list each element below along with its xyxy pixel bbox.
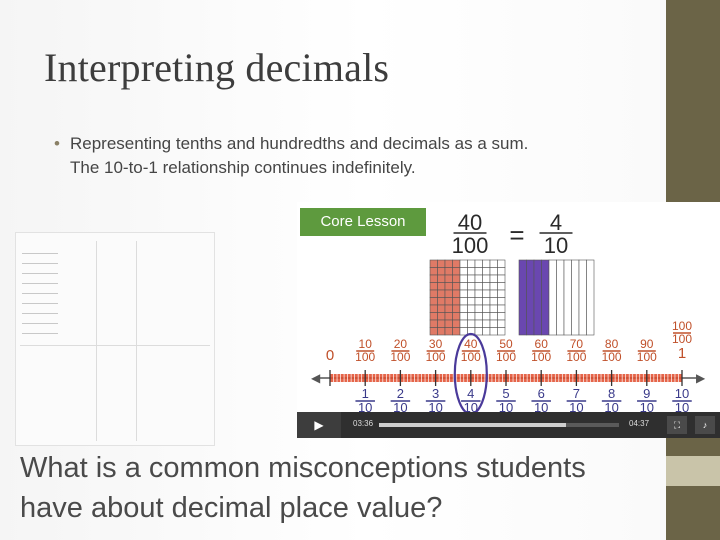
- tenth-strip: [587, 260, 595, 335]
- top-label-100-over-100-numerator: 100: [671, 319, 693, 333]
- end-label-one: 1: [677, 345, 687, 362]
- bottom-label-7-over-10-numerator: 7: [572, 386, 581, 401]
- hundredth-cell: [430, 328, 438, 336]
- bullet-list: [54, 132, 654, 180]
- bottom-label-8-over-10-denominator: 10: [604, 400, 619, 412]
- top-label-30-over-100-numerator: 30: [428, 337, 443, 351]
- hundredth-cell: [453, 305, 461, 313]
- hundredth-cell: [490, 313, 498, 321]
- tenth-strip: [564, 260, 572, 335]
- number-line-left-arrow: ◀: [311, 371, 321, 385]
- hundredth-cell: [475, 320, 483, 328]
- hundredth-cell: [475, 305, 483, 313]
- core-lesson-badge: Core Lesson: [300, 208, 426, 236]
- video-player[interactable]: [297, 202, 720, 438]
- equation-left-numerator: 40: [457, 210, 483, 235]
- hundredth-cell: [490, 260, 498, 268]
- worksheet-thumbnail: [15, 232, 215, 446]
- hundredth-cell: [483, 305, 491, 313]
- hundredth-cell: [430, 298, 438, 306]
- video-frame: [297, 202, 720, 412]
- bottom-label-1-over-10-denominator: 10: [357, 400, 373, 412]
- tenth-strip: [534, 260, 542, 335]
- hundredth-cell: [453, 290, 461, 298]
- bottom-label-3-over-10-numerator: 3: [431, 386, 440, 401]
- volume-icon[interactable]: ♪: [695, 416, 715, 434]
- hundredth-cell: [475, 313, 483, 321]
- bottom-label-7-over-10-denominator: 10: [569, 400, 584, 412]
- hundredth-cell: [490, 275, 498, 283]
- hundredth-cell: [453, 283, 461, 291]
- hundredth-cell: [438, 328, 446, 336]
- hundredth-cell: [475, 283, 483, 291]
- hundredth-cell: [453, 328, 461, 336]
- hundredth-cell: [490, 305, 498, 313]
- hundredth-cell: [430, 313, 438, 321]
- hundredth-cell: [475, 298, 483, 306]
- hundredth-cell: [498, 328, 506, 336]
- question-line-2: have about decimal place value?: [20, 492, 443, 524]
- hundredth-cell: [483, 260, 491, 268]
- top-label-10-over-100-numerator: 10: [358, 337, 372, 351]
- hundredth-cell: [453, 313, 461, 321]
- hundredth-cell: [490, 328, 498, 336]
- hundredth-cell: [460, 275, 468, 283]
- hundredth-cell: [430, 320, 438, 328]
- bottom-label-9-over-10-numerator: 9: [643, 386, 651, 401]
- hundredth-cell: [483, 275, 491, 283]
- video-controls: [297, 412, 720, 438]
- hundredth-cell: [498, 260, 506, 268]
- top-label-80-over-100-numerator: 80: [604, 337, 619, 351]
- hundredth-cell: [445, 260, 453, 268]
- top-label-40-over-100-numerator: 40: [464, 337, 478, 351]
- progress-bar[interactable]: [379, 423, 619, 427]
- tenth-strip: [557, 260, 565, 335]
- hundredth-cell: [430, 260, 438, 268]
- number-line-right-arrow: ▶: [696, 371, 706, 385]
- hundredth-cell: [498, 320, 506, 328]
- hundredth-cell: [460, 283, 468, 291]
- hundredth-cell: [460, 298, 468, 306]
- hundredth-cell: [430, 283, 438, 291]
- equation-left-denominator: 100: [451, 233, 489, 258]
- bottom-label-6-over-10-numerator: 6: [537, 386, 545, 401]
- hundredth-cell: [445, 268, 453, 276]
- hundredth-cell: [453, 320, 461, 328]
- bottom-label-1-over-10-numerator: 1: [361, 386, 369, 401]
- bottom-label-10-over-10-denominator: 10: [674, 400, 690, 412]
- hundredth-cell: [438, 283, 446, 291]
- bullet-icon: •: [54, 134, 60, 153]
- hundredth-cell: [438, 298, 446, 306]
- hundredth-cell: [490, 290, 498, 298]
- hundredth-cell: [475, 260, 483, 268]
- hundredth-cell: [438, 268, 446, 276]
- bottom-label-4-over-10-denominator: 10: [463, 400, 479, 412]
- hundredth-cell: [460, 313, 468, 321]
- tenth-strip: [579, 260, 587, 335]
- top-label-20-over-100-numerator: 20: [393, 337, 408, 351]
- hundredth-cell: [445, 313, 453, 321]
- hundredth-cell: [483, 313, 491, 321]
- top-label-50-over-100-numerator: 50: [499, 337, 513, 351]
- top-label-20-over-100-denominator: 100: [390, 350, 411, 364]
- top-label-40-over-100-denominator: 100: [460, 350, 481, 364]
- top-label-100-over-100-denominator: 100: [671, 332, 693, 346]
- hundredth-cell: [460, 320, 468, 328]
- equation-right-numerator: 4: [549, 210, 563, 235]
- bottom-label-8-over-10-numerator: 8: [607, 386, 616, 401]
- hundredth-cell: [483, 290, 491, 298]
- tenth-strip: [527, 260, 535, 335]
- hundredth-cell: [445, 320, 453, 328]
- hundredth-cell: [430, 275, 438, 283]
- bullet-line-2: The 10-to-1 relationship continues indefinitely.: [70, 158, 416, 177]
- hundredth-cell: [460, 305, 468, 313]
- hundredth-cell: [490, 268, 498, 276]
- hundredth-cell: [438, 290, 446, 298]
- hundredth-cell: [468, 268, 476, 276]
- bottom-label-3-over-10-denominator: 10: [428, 400, 443, 412]
- hundredth-cell: [490, 320, 498, 328]
- hundredth-cell: [453, 275, 461, 283]
- hundredth-cell: [445, 290, 453, 298]
- play-icon[interactable]: ▶: [297, 412, 341, 438]
- discussion-question: [20, 448, 586, 528]
- hundredth-cell: [468, 313, 476, 321]
- hundredth-cell: [438, 275, 446, 283]
- tenth-strip: [519, 260, 527, 335]
- hundredth-cell: [483, 328, 491, 336]
- bottom-label-2-over-10-numerator: 2: [396, 386, 405, 401]
- hundredth-cell: [498, 313, 506, 321]
- bottom-label-6-over-10-denominator: 10: [533, 400, 549, 412]
- hundredth-cell: [475, 275, 483, 283]
- elapsed-time: 03:36: [353, 419, 374, 428]
- hundredth-cell: [483, 283, 491, 291]
- hundredth-cell: [460, 260, 468, 268]
- hundredth-cell: [498, 275, 506, 283]
- slide-sidebar-stripe: [666, 456, 720, 486]
- hundredth-cell: [445, 328, 453, 336]
- hundredth-cell: [445, 305, 453, 313]
- hundredth-cell: [468, 290, 476, 298]
- hundredth-cell: [430, 268, 438, 276]
- tenth-strip: [549, 260, 557, 335]
- equation-equals: =: [509, 220, 525, 250]
- hundredth-cell: [453, 260, 461, 268]
- hundredth-cell: [468, 275, 476, 283]
- slide-title: Interpreting decimals: [44, 45, 390, 90]
- equation-right-denominator: 10: [543, 233, 569, 258]
- top-label-10-over-100-denominator: 100: [355, 350, 376, 364]
- hundredth-cell: [490, 283, 498, 291]
- hundredth-cell: [498, 283, 506, 291]
- top-label-70-over-100-numerator: 70: [569, 337, 584, 351]
- hundredth-cell: [460, 328, 468, 336]
- hundredth-cell: [468, 298, 476, 306]
- hundredth-cell: [468, 283, 476, 291]
- top-label-60-over-100-numerator: 60: [534, 337, 548, 351]
- tenth-strip: [572, 260, 580, 335]
- tenth-strip: [542, 260, 550, 335]
- bottom-label-4-over-10-numerator: 4: [467, 386, 475, 401]
- hundredth-cell: [498, 290, 506, 298]
- top-label-60-over-100-denominator: 100: [531, 350, 552, 364]
- hundredth-cell: [460, 268, 468, 276]
- bottom-label-2-over-10-denominator: 10: [393, 400, 408, 412]
- hundredth-cell: [430, 290, 438, 298]
- hundredth-cell: [445, 275, 453, 283]
- hundredth-cell: [475, 268, 483, 276]
- hundredth-cell: [445, 298, 453, 306]
- hundredth-cell: [430, 305, 438, 313]
- bottom-label-9-over-10-denominator: 10: [639, 400, 655, 412]
- top-label-30-over-100-denominator: 100: [425, 350, 446, 364]
- hundredth-cell: [498, 268, 506, 276]
- hundredth-cell: [460, 290, 468, 298]
- hundredth-cell: [475, 328, 483, 336]
- fullscreen-icon[interactable]: ⛶: [667, 416, 687, 434]
- hundredth-cell: [445, 283, 453, 291]
- hundredth-cell: [438, 305, 446, 313]
- hundredth-cell: [468, 260, 476, 268]
- bottom-label-5-over-10-denominator: 10: [498, 400, 514, 412]
- hundredth-cell: [453, 268, 461, 276]
- top-label-80-over-100-denominator: 100: [601, 350, 622, 364]
- hundredth-cell: [490, 298, 498, 306]
- question-line-1: What is a common misconceptions students: [20, 452, 586, 484]
- hundredth-cell: [453, 298, 461, 306]
- top-label-90-over-100-numerator: 90: [640, 337, 654, 351]
- hundredth-cell: [475, 290, 483, 298]
- hundredth-cell: [468, 305, 476, 313]
- hundredth-cell: [468, 320, 476, 328]
- top-label-50-over-100-denominator: 100: [495, 350, 517, 364]
- duration-time: 04:37: [629, 419, 650, 428]
- hundredth-cell: [498, 305, 506, 313]
- bullet-line-1: Representing tenths and hundredths and decimals as a sum.: [70, 134, 529, 153]
- hundredth-cell: [498, 298, 506, 306]
- hundredth-cell: [483, 268, 491, 276]
- bottom-label-10-over-10-numerator: 10: [674, 386, 690, 401]
- bottom-label-5-over-10-numerator: 5: [502, 386, 510, 401]
- top-label-70-over-100-denominator: 100: [566, 350, 587, 364]
- hundredth-cell: [483, 298, 491, 306]
- hundredth-cell: [438, 313, 446, 321]
- progress-fill: [379, 423, 566, 427]
- hundredth-cell: [483, 320, 491, 328]
- hundredth-cell: [438, 320, 446, 328]
- top-label-zero: 0: [325, 347, 335, 364]
- top-label-90-over-100-denominator: 100: [636, 350, 657, 364]
- hundredth-cell: [438, 260, 446, 268]
